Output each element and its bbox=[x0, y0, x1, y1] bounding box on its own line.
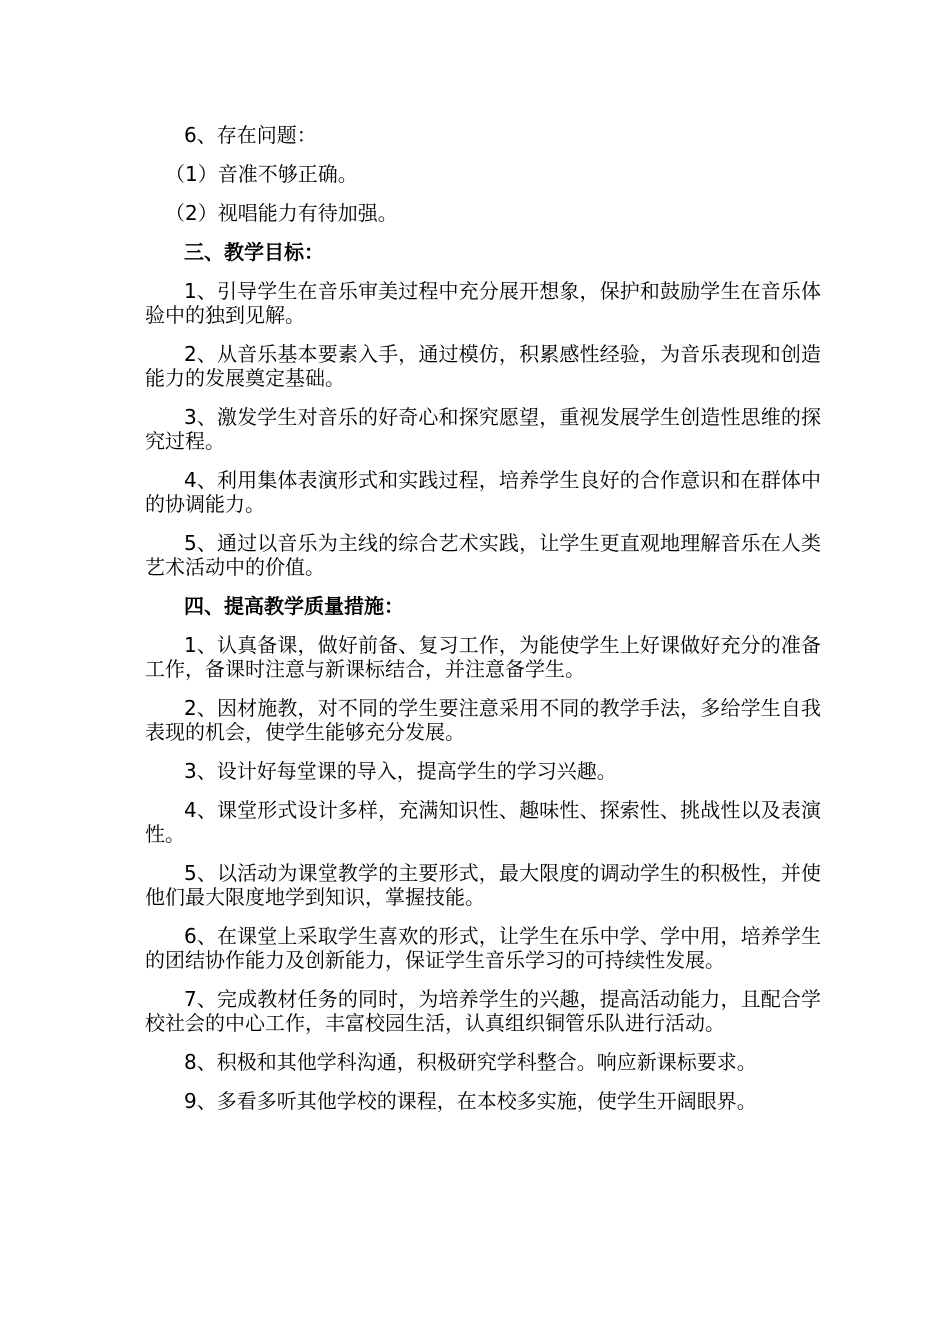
goal-item-5: 5、通过以音乐为主线的综合艺术实践，让学生更直观地理解音乐在人类艺术活动中的价值。 bbox=[145, 531, 821, 579]
measure-item-3: 3、设计好每堂课的导入，提高学生的学习兴趣。 bbox=[184, 759, 617, 783]
measure-item-6: 6、在课堂上采取学生喜欢的形式，让学生在乐中学、学中用，培养学生的团结协作能力及创新能力，保证学生音乐学习的可持续性发展。 bbox=[145, 924, 821, 972]
section-heading-goals: 三、教学目标： bbox=[184, 240, 324, 264]
document-body bbox=[145, 123, 821, 1128]
measure-item-7: 7、完成教材任务的同时，为培养学生的兴趣，提高活动能力，且配合学校社会的中心工作，丰富校园生活，认真组织铜管乐队进行活动。 bbox=[145, 987, 821, 1035]
goal-item-1: 1、引导学生在音乐审美过程中充分展开想象，保护和鼓励学生在音乐体验中的独到见解。 bbox=[145, 279, 821, 327]
problem-item-1: （1）音准不够正确。 bbox=[165, 162, 358, 186]
goal-item-4: 4、利用集体表演形式和实践过程，培养学生良好的合作意识和在群体中的协调能力。 bbox=[145, 468, 821, 516]
measure-item-2: 2、因材施教，对不同的学生要注意采用不同的教学手法，多给学生自我表现的机会，使学生能够充分发展。 bbox=[145, 696, 821, 744]
measure-item-1: 1、认真备课，做好前备、复习工作，为能使学生上好课做好充分的准备工作，备课时注意与新课标结合，并注意备学生。 bbox=[145, 633, 821, 681]
measure-item-8: 8、积极和其他学科沟通，积极研究学科整合。响应新课标要求。 bbox=[184, 1050, 757, 1074]
measure-item-4: 4、课堂形式设计多样，充满知识性、趣味性、探索性、挑战性以及表演性。 bbox=[145, 798, 821, 846]
goal-item-2: 2、从音乐基本要素入手，通过模仿，积累感性经验，为音乐表现和创造能力的发展奠定基础。 bbox=[145, 342, 821, 390]
goal-item-3: 3、激发学生对音乐的好奇心和探究愿望，重视发展学生创造性思维的探究过程。 bbox=[145, 405, 821, 453]
problem-item-2: （2）视唱能力有待加强。 bbox=[165, 201, 398, 225]
measure-item-9: 9、多看多听其他学校的课程，在本校多实施，使学生开阔眼界。 bbox=[184, 1089, 757, 1113]
measure-item-5: 5、以活动为课堂教学的主要形式，最大限度的调动学生的积极性，并使他们最大限度地学到知识，掌握技能。 bbox=[145, 861, 821, 909]
section-heading-measures: 四、提高教学质量措施： bbox=[184, 594, 404, 618]
problems-heading: 6、存在问题： bbox=[184, 123, 317, 147]
